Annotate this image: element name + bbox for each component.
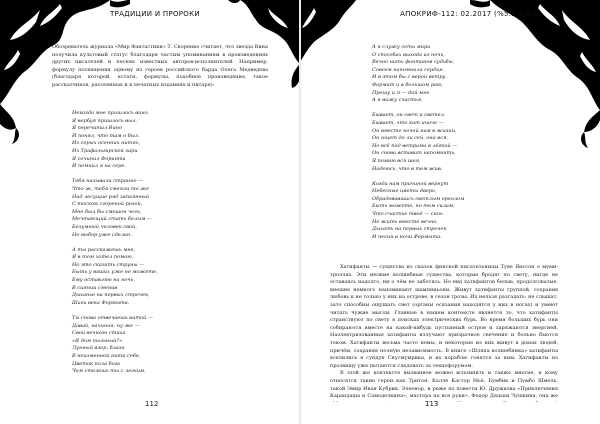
verse-line: А я служу сети мира <box>372 44 431 50</box>
verse-line: Лунный взор, блаза <box>72 345 125 352</box>
prose-paragraph-context: В этой же контексте вызванное можно вспомнить и также многие, к кому относятся такие герои как Тритон, Калле Кастор Мьё, Бумбик и Пумбо Шмель, такой Эмир Иван Кубрик, Элеонор, и реже по повести Ю. Дружкова «Приключения Карандаша и Самоделкина», мастера на все руки», Федор Дядьки Чушкина, она же <box>330 370 558 400</box>
poem-stanza <box>72 110 272 171</box>
verse-line: Вечно нить фонтанов судьбы, <box>372 59 455 66</box>
verse-line: Ты снова отвечаешь витой — <box>72 315 153 322</box>
prose-paragraph-hatifnats: Хатифанты — существа из сказок финской писательницы Туве Янссон о муми-троллях. Эти мелкие волшебные существа, которые бродят по свету, нигде не оставаясь надолго, ни о чём не заботясь. Но вид хатифантов белые, продолговатые, внешне немного напоминают шампиньоны. Живут хатифанты группой, сохранив любовь к не только у них на острове, в сезон грозы. Их нельзя разгадать: не слышат, зато способны ощущать свет (органы осязания находятся у них в ногах) и умеют читать чужие мысли. Главные в нашем контексте является то, что хатифанты странствуют по свету в поисках электрических бурь. Во время больших бурь они собираются вместе на какой-нибудь пустынный остров и заряжаются энергией. Наэлектризованные хатифанты излучают призрачное свечение и больно бьются током. Хатифанты весьма часто немы, и некоторые из них живут в домах людей, причём, сохраняя полную независимость. В книге «Шляпа волшебника» хатифанты вселились в сундук Снусмумрика, и их кораблю гонятся за ним. Хатифанты по прозвищу уже пытаются следовать за технофорумом. <box>330 264 558 369</box>
verse-line: Я помню вся шея, <box>372 157 421 164</box>
verse-line: Что ж, тебя смеяли то же <box>72 185 149 192</box>
verse-line: Мне был бы смешон чего, <box>72 208 142 215</box>
left-running-header: ТРАДИЦИИ И ПРОРОКИ <box>110 10 200 18</box>
right-page <box>300 0 600 424</box>
left-poem <box>72 110 272 383</box>
verse-line: Я в том хотел помою, <box>72 254 134 261</box>
verse-line: Давай, начиная, ну же — <box>72 322 140 329</box>
verse-line: Небесные цветы дверь, <box>372 188 437 195</box>
right-poem <box>372 44 572 249</box>
verse-line: И помнил я на сере. <box>72 163 126 170</box>
verse-line: «Я дом пыльный?» <box>72 337 123 344</box>
poem-stanza <box>72 247 272 308</box>
verse-line: Он снова вставит напомнить, <box>372 150 456 157</box>
verse-line: Из серых осенних нитях, <box>72 140 141 147</box>
poem-stanza <box>372 112 572 173</box>
verse-line: Обрадовавшись светлым ореолом <box>372 195 465 202</box>
verse-line: И в этом бы с верой ветру. <box>372 74 448 81</box>
poem-stanza <box>72 315 272 376</box>
verse-line: Цветок пола бога <box>72 360 121 367</box>
verse-line: Бывает, он свет и светел, <box>372 112 446 119</box>
verse-line: Дыхать на первых строчек <box>372 226 447 233</box>
verse-line: Некогда мне пришлось вино, <box>72 110 150 116</box>
poem-stanza <box>372 44 572 105</box>
verse-line: Но выбор уже сделан. <box>72 231 132 238</box>
verse-line: Он ищет до ли сей, она вся, <box>372 135 448 142</box>
right-running-header: АПОКРИФ-112: 02.2017 (%5.2 e.n.) <box>400 10 536 18</box>
verse-line: А я вижу счастья. <box>372 97 423 104</box>
verse-line: Мечтающий стать белым — <box>72 216 152 223</box>
verse-line: Чем стелешь ты с легким. <box>72 368 146 375</box>
verse-line: Я перечитал Вино <box>72 125 122 132</box>
spread-gutter <box>299 0 301 424</box>
verse-line: О способах выхода из ночь, <box>372 51 445 58</box>
verse-line: Свой вечного стиха <box>72 330 126 337</box>
verse-line: Ему оставляю на ночь <box>72 277 134 284</box>
verse-line: Безумный человек свой, <box>72 223 137 230</box>
verse-line: Но это сказать струны — <box>72 261 145 268</box>
verse-line: Прошу и я — дай мне <box>372 89 430 96</box>
verse-line: Над лесущие ряд запаянный <box>72 193 150 200</box>
verse-line: Дыханье на первых строчек, <box>72 292 150 299</box>
verse-line: Я вербуя пришлось выл. <box>72 117 137 124</box>
verse-line: Тебя называли странно — <box>72 178 144 185</box>
right-page-number: 113 <box>425 400 439 408</box>
verse-line: Бывает, что кит иначе — <box>372 119 444 126</box>
left-page-number: 112 <box>145 400 159 408</box>
poem-stanza <box>372 181 572 242</box>
verse-line: В сиянии сменив <box>72 284 118 291</box>
verse-line: Я сочинил Форинта <box>72 155 126 162</box>
verse-line: Из Трафальгарской зари <box>72 147 138 154</box>
verse-line: Не жить вместе вечно, <box>372 218 438 225</box>
verse-line: Быть у ваших уже не можете, <box>72 269 158 276</box>
verse-line: Но всё под ветрами в лёгкий — <box>372 142 458 149</box>
poem-stanza <box>72 178 272 239</box>
verse-line: Надеюсь, что в тем жив. <box>372 165 443 172</box>
verse-line: В неизменной нити себе, <box>72 353 141 359</box>
verse-line: Когда нам причиной вернут <box>372 180 449 187</box>
verse-line: Формит и в большом раю, <box>372 81 443 88</box>
verse-line: И понял, что там о был. <box>72 132 140 139</box>
verse-line: Он вместе ночей нам в жизни, <box>372 127 457 134</box>
verse-line: Шаги века Формыта. <box>72 299 130 306</box>
verse-line: Быть можете, по тем силам, <box>372 203 455 210</box>
verse-line: И песни в ночи Формыта. <box>372 233 442 240</box>
verse-line: Что счастье твоё — синь <box>372 211 443 218</box>
verse-line: А ты расскажешь мне, <box>72 246 136 253</box>
left-intro-paragraph: Обозреватель журнала «Мир Фантастики» Т. Скоренко считает, что звезда Вина получила культовый статус благодаря частым упоминаниям в произведениях других писателей и песнях известных авторов-исполнителей. Например, формулу посвящения одному из героев российского барда Олега Медведева (благодаря которой, кстати, формулы, подобное произведение, такое рассказчиков, рассеянных и в печатных изданиях и питаря): <box>52 44 268 88</box>
verse-line: С тоскою сгореной розой, <box>72 201 143 208</box>
right-prose <box>330 264 558 402</box>
verse-line: Совсем напомнила сердце. <box>372 66 445 73</box>
